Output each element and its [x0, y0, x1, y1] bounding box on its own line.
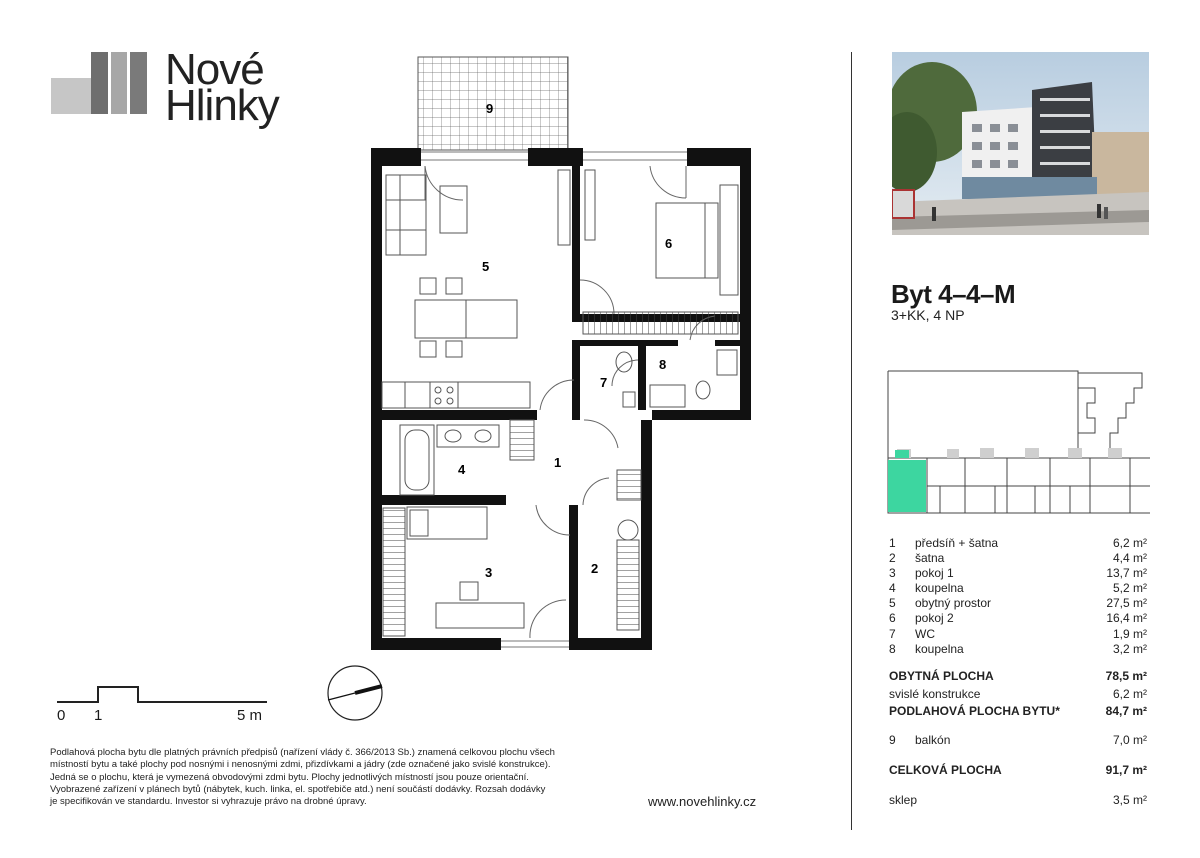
- list-item: 2 šatna 4,4 m²: [889, 551, 1147, 566]
- logo-line1: Nové: [165, 45, 264, 94]
- disclaimer-line: Vyobrazené zařízení v plánech bytů (nábytek, kuch. linka, el. spotřebiče atd.) není součástí dodávky. Rozsah dodávky: [50, 783, 546, 795]
- logo-line2: Hlinky: [165, 81, 279, 130]
- room-label-7: 7: [600, 375, 608, 390]
- north-arrow-icon: [326, 664, 386, 724]
- logo-mark: [51, 52, 161, 116]
- list-item: 4 koupelna 5,2 m²: [889, 581, 1147, 596]
- list-item: 6 pokoj 2 16,4 m²: [889, 611, 1147, 626]
- scale-label-5: 5 m: [237, 707, 263, 724]
- highlighted-unit: [888, 460, 926, 512]
- disclaimer: [50, 747, 570, 808]
- list-item: 3 pokoj 1 13,7 m²: [889, 566, 1147, 581]
- apartment-title: Byt 4–4–M: [891, 279, 1016, 309]
- room-label-1: 1: [554, 455, 562, 470]
- disclaimer-line: Jedná se o plochu, která je vymezená obvodovými zdmi bytu. Plochy jednotlivých místností jsou pouze orientační.: [50, 771, 529, 783]
- room-label-3: 3: [485, 565, 493, 580]
- room-label-2: 2: [591, 561, 599, 576]
- room-label-6: 6: [665, 236, 673, 251]
- list-item: 8 koupelna 3,2 m²: [889, 641, 1147, 656]
- building-render-image: [892, 52, 1149, 235]
- scale-label-1: 1: [94, 707, 103, 724]
- list-item: 1 předsíň + šatna 6,2 m²: [889, 536, 1147, 550]
- room-label-4: 4: [458, 462, 466, 477]
- room-label-9: 9: [486, 101, 494, 116]
- disclaimer-line: místností bytu a také plochy pod nosnými i nenosnými zdmi, přizdívkami a jádry (zde označené jako svislé konstrukce).: [50, 759, 551, 771]
- key-plan: [885, 368, 1150, 518]
- list-item: 5 obytný prostor 27,5 m²: [889, 596, 1147, 611]
- divider: [851, 52, 852, 830]
- room-label-5: 5: [482, 259, 490, 274]
- disclaimer-line: Podlahová plocha bytu dle platných právních předpisů (nařízení vlády č. 366/2013 Sb.) znamená celkovou plochu všech: [50, 747, 555, 758]
- apartment-subtitle: 3+KK, 4 NP: [891, 307, 965, 323]
- disclaimer-line: je specifikován ve standardu. Investor si vyhrazuje právo na drobné úpravy.: [50, 796, 367, 808]
- list-item: 7 WC 1,9 m²: [889, 626, 1147, 641]
- logo: [51, 45, 291, 130]
- room-label-8: 8: [659, 357, 667, 372]
- room-list: [889, 536, 1147, 657]
- scale-bar: [52, 680, 272, 710]
- scale-label-0: 0: [57, 707, 66, 724]
- website-link[interactable]: www.novehlinky.cz: [648, 794, 757, 809]
- floor-plan: [360, 48, 760, 653]
